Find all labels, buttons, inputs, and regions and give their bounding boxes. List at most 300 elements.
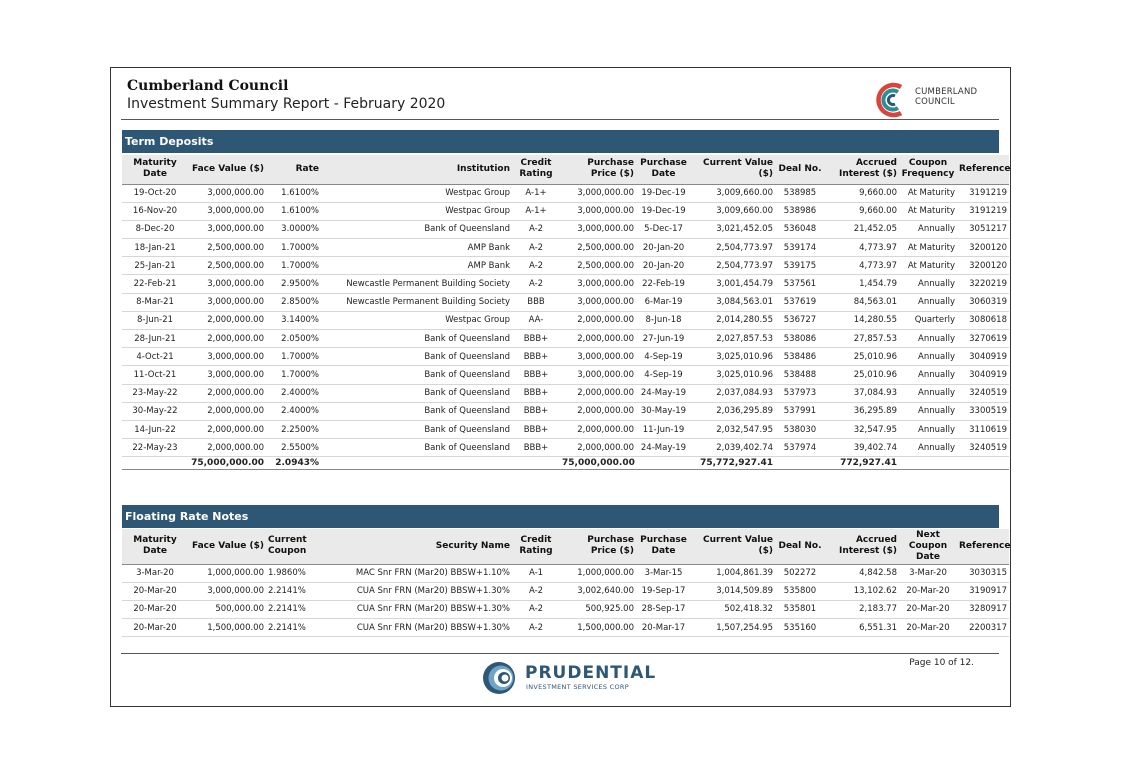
table-cell: 3,025,010.96	[691, 348, 775, 366]
table-cell: Bank of Queensland	[321, 348, 512, 366]
table-cell: Annually	[899, 275, 957, 293]
table-cell: 2,504,773.97	[691, 239, 775, 257]
table-cell: A-1+	[512, 184, 560, 202]
table-cell: 2.4000%	[266, 384, 321, 402]
table-row	[122, 239, 1009, 257]
table-cell: 537974	[775, 439, 825, 457]
table-cell: 3,021,452.05	[691, 220, 775, 238]
table-cell: 84,563.01	[825, 293, 899, 311]
table-cell: A-2	[512, 275, 560, 293]
table-cell: 3051217	[957, 220, 1009, 238]
table-cell: 3060319	[957, 293, 1009, 311]
table-cell: 30-May-22	[122, 402, 188, 420]
table-cell: 2,500,000.00	[560, 257, 636, 275]
table-cell: 2,032,547.95	[691, 420, 775, 438]
table-cell: 2,000,000.00	[560, 420, 636, 438]
table-cell: 3,000,000.00	[560, 293, 636, 311]
table-cell: A-2	[512, 239, 560, 257]
table-cell: 3,000,000.00	[188, 293, 266, 311]
table-cell: 20-Jan-20	[636, 257, 691, 275]
col-header: Purchase Price ($)	[560, 155, 636, 184]
table-cell: 3,000,000.00	[560, 348, 636, 366]
table-row	[122, 184, 1009, 202]
floating-rate-notes-title: Floating Rate Notes	[122, 505, 999, 528]
page-number: Page 10 of 12.	[909, 658, 974, 668]
table-cell: 3240519	[957, 439, 1009, 457]
table-cell: 2.8500%	[266, 293, 321, 311]
table-cell: 3,000,000.00	[188, 220, 266, 238]
table-cell: 538086	[775, 330, 825, 348]
table-cell: 2,500,000.00	[560, 239, 636, 257]
table-cell: Westpac Group	[321, 311, 512, 329]
table-cell: 6-Mar-19	[636, 293, 691, 311]
table-cell: 2,027,857.53	[691, 330, 775, 348]
table-cell: 1,507,254.95	[691, 619, 775, 637]
table-cell: 3,000,000.00	[188, 275, 266, 293]
total-purchase-price: 75,000,000.00	[562, 458, 635, 469]
table-cell: Westpac Group	[321, 184, 512, 202]
table-cell: 3270619	[957, 330, 1009, 348]
table-cell: 3200120	[957, 257, 1009, 275]
table-cell: 20-Mar-20	[899, 600, 957, 618]
table-cell: 2.2141%	[266, 619, 321, 637]
table-cell: A-2	[512, 257, 560, 275]
table-cell: 25-Jan-21	[122, 257, 188, 275]
table-cell: 539175	[775, 257, 825, 275]
table-cell: 3,000,000.00	[188, 366, 266, 384]
col-header: Maturity Date	[122, 529, 188, 564]
total-cell	[636, 457, 691, 470]
table-cell: 1.9860%	[266, 564, 321, 582]
col-header: Face Value ($)	[188, 155, 266, 184]
table-cell: 2,014,280.55	[691, 311, 775, 329]
table-cell: 3280917	[957, 600, 1009, 618]
table-cell: 1.7000%	[266, 257, 321, 275]
table-cell: 538986	[775, 202, 825, 220]
table-cell: Annually	[899, 420, 957, 438]
total-cell	[122, 457, 188, 470]
prudential-brand-sub: INVESTMENT SERVICES CORP	[526, 683, 629, 691]
table-cell: 3,084,563.01	[691, 293, 775, 311]
table-cell: 1,500,000.00	[188, 619, 266, 637]
total-cell	[957, 457, 1009, 470]
table-cell: 3-Mar-15	[636, 564, 691, 582]
table-cell: 3240519	[957, 384, 1009, 402]
table-cell: 2200317	[957, 619, 1009, 637]
table-cell: 538486	[775, 348, 825, 366]
table-cell: 3040919	[957, 366, 1009, 384]
table-cell: 4-Sep-19	[636, 366, 691, 384]
table-cell: 535160	[775, 619, 825, 637]
table-row	[122, 202, 1009, 220]
header-divider	[121, 119, 999, 120]
table-cell: 3-Mar-20	[899, 564, 957, 582]
table-row	[122, 366, 1009, 384]
table-row	[122, 564, 1009, 582]
table-row	[122, 619, 1009, 637]
table-cell: 2.2141%	[266, 600, 321, 618]
col-header: Deal No.	[775, 529, 825, 564]
table-cell: 20-Mar-20	[122, 582, 188, 600]
table-cell: 1.6100%	[266, 202, 321, 220]
table-cell: 538985	[775, 184, 825, 202]
table-cell: Bank of Queensland	[321, 439, 512, 457]
total-accrued-interest: 772,927.41	[825, 457, 899, 470]
col-header: Next Coupon Date	[899, 529, 957, 564]
prudential-emblem-icon	[479, 660, 521, 696]
table-cell: 1,000,000.00	[560, 564, 636, 582]
table-cell: Bank of Queensland	[321, 366, 512, 384]
table-cell: 20-Mar-20	[899, 619, 957, 637]
table-cell: 537973	[775, 384, 825, 402]
table-cell: 14-Jun-22	[122, 420, 188, 438]
table-cell: 2,000,000.00	[188, 420, 266, 438]
table-cell: Annually	[899, 330, 957, 348]
table-cell: 3,025,010.96	[691, 366, 775, 384]
table-cell: 3,000,000.00	[560, 220, 636, 238]
table-row	[122, 420, 1009, 438]
table-cell: 3,002,640.00	[560, 582, 636, 600]
table-cell: A-2	[512, 600, 560, 618]
table-cell: A-2	[512, 220, 560, 238]
table-cell: AA-	[512, 311, 560, 329]
table-cell: 2.9500%	[266, 275, 321, 293]
table-cell: 3,000,000.00	[560, 366, 636, 384]
table-cell: 16-Nov-20	[122, 202, 188, 220]
table-cell: 2,000,000.00	[560, 439, 636, 457]
table-cell: 20-Jan-20	[636, 239, 691, 257]
table-cell: BBB	[512, 293, 560, 311]
table-cell: 4,842.58	[825, 564, 899, 582]
table-cell: 2,000,000.00	[560, 384, 636, 402]
table-cell: A-1+	[512, 202, 560, 220]
council-logo-line2: COUNCIL	[915, 96, 955, 107]
table-cell: 3030315	[957, 564, 1009, 582]
table-cell: 13,102.62	[825, 582, 899, 600]
col-header: Credit Rating	[512, 155, 560, 184]
table-cell: 19-Dec-19	[636, 184, 691, 202]
table-cell: 502,418.32	[691, 600, 775, 618]
table-cell: CUA Snr FRN (Mar20) BBSW+1.30%	[321, 619, 512, 637]
table-cell: 8-Jun-21	[122, 311, 188, 329]
table-cell: 536727	[775, 311, 825, 329]
table-cell: 3220219	[957, 275, 1009, 293]
col-header: Accrued Interest ($)	[825, 155, 899, 184]
table-cell: 3,000,000.00	[188, 184, 266, 202]
table-cell: 1.7000%	[266, 366, 321, 384]
table-cell: 22-Feb-19	[636, 275, 691, 293]
table-cell: 537991	[775, 402, 825, 420]
table-cell: 27-Jun-19	[636, 330, 691, 348]
table-cell: 3,000,000.00	[560, 184, 636, 202]
table-cell: 3,000,000.00	[188, 348, 266, 366]
table-cell: Annually	[899, 220, 957, 238]
table-cell: 19-Oct-20	[122, 184, 188, 202]
table-cell: 32,547.95	[825, 420, 899, 438]
table-cell: 14,280.55	[825, 311, 899, 329]
table-cell: A-2	[512, 582, 560, 600]
col-header: Current Value ($)	[691, 155, 775, 184]
table-cell: 502272	[775, 564, 825, 582]
table-cell: 2,000,000.00	[560, 330, 636, 348]
total-cell	[512, 457, 560, 470]
table-cell: At Maturity	[899, 184, 957, 202]
table-cell: 5-Dec-17	[636, 220, 691, 238]
col-header: Reference	[957, 529, 1009, 564]
table-cell: Newcastle Permanent Building Society	[321, 293, 512, 311]
table-cell: Westpac Group	[321, 202, 512, 220]
table-cell: 20-Mar-20	[122, 619, 188, 637]
table-cell: Bank of Queensland	[321, 330, 512, 348]
table-cell: 537619	[775, 293, 825, 311]
table-cell: 3191219	[957, 184, 1009, 202]
table-row	[122, 384, 1009, 402]
table-cell: 25,010.96	[825, 366, 899, 384]
table-cell: 36,295.89	[825, 402, 899, 420]
table-cell: Bank of Queensland	[321, 220, 512, 238]
table-cell: 1.7000%	[266, 348, 321, 366]
table-cell: BBB+	[512, 366, 560, 384]
table-cell: 1,004,861.39	[691, 564, 775, 582]
table-cell: 1,500,000.00	[560, 619, 636, 637]
table-cell: 2.4000%	[266, 402, 321, 420]
table-cell: 4-Oct-21	[122, 348, 188, 366]
table-cell: Annually	[899, 293, 957, 311]
council-logo-line1: CUMBERLAND	[915, 87, 978, 97]
col-header: Purchase Date	[636, 155, 691, 184]
col-header: Security Name	[321, 529, 512, 564]
table-cell: Annually	[899, 348, 957, 366]
term-deposits-total-row	[122, 457, 1009, 470]
table-cell: 2,000,000.00	[188, 311, 266, 329]
council-emblem-icon	[871, 78, 911, 122]
table-cell: BBB+	[512, 330, 560, 348]
table-cell: BBB+	[512, 348, 560, 366]
table-cell: 11-Oct-21	[122, 366, 188, 384]
floating-rate-notes-body	[122, 564, 1009, 637]
table-row	[122, 582, 1009, 600]
table-cell: 24-May-19	[636, 384, 691, 402]
table-cell: 3080618	[957, 311, 1009, 329]
table-cell: 24-May-19	[636, 439, 691, 457]
table-cell: 500,925.00	[560, 600, 636, 618]
table-cell: 3,000,000.00	[188, 582, 266, 600]
table-cell: 2,000,000.00	[188, 402, 266, 420]
table-cell: 2,183.77	[825, 600, 899, 618]
table-cell: 8-Jun-18	[636, 311, 691, 329]
col-header: Current Value ($)	[691, 529, 775, 564]
col-header: Rate	[266, 155, 321, 184]
table-row	[122, 402, 1009, 420]
table-cell: 20-Mar-20	[122, 600, 188, 618]
prudential-brand-name: PRUDENTIAL	[525, 663, 657, 683]
table-cell: AMP Bank	[321, 257, 512, 275]
table-cell: CUA Snr FRN (Mar20) BBSW+1.30%	[321, 582, 512, 600]
table-cell: 3.0000%	[266, 220, 321, 238]
table-row	[122, 220, 1009, 238]
prudential-logo	[479, 660, 657, 696]
table-cell: 39,402.74	[825, 439, 899, 457]
table-cell: 1.7000%	[266, 239, 321, 257]
col-header: Purchase Price ($)	[560, 529, 636, 564]
table-cell: Annually	[899, 402, 957, 420]
footer-divider	[121, 653, 999, 654]
total-current-value: 75,772,927.41	[691, 457, 775, 470]
table-row	[122, 330, 1009, 348]
table-cell: 3,000,000.00	[188, 202, 266, 220]
table-cell: 2,000,000.00	[560, 402, 636, 420]
total-cell	[321, 457, 512, 470]
table-cell: 11-Jun-19	[636, 420, 691, 438]
table-cell: 1,000,000.00	[188, 564, 266, 582]
col-header: Deal No.	[775, 155, 825, 184]
table-cell: At Maturity	[899, 239, 957, 257]
table-cell: 20-Mar-17	[636, 619, 691, 637]
table-cell: A-1	[512, 564, 560, 582]
floating-rate-notes-header-row	[122, 529, 1009, 564]
table-cell: 3110619	[957, 420, 1009, 438]
term-deposits-title: Term Deposits	[122, 130, 999, 153]
table-cell: 9,660.00	[825, 202, 899, 220]
report-title: Investment Summary Report - February 2020	[127, 96, 446, 112]
table-cell: 8-Mar-21	[122, 293, 188, 311]
table-cell: 18-Jan-21	[122, 239, 188, 257]
table-cell: 1.6100%	[266, 184, 321, 202]
table-cell: 3190917	[957, 582, 1009, 600]
table-row	[122, 439, 1009, 457]
table-row	[122, 600, 1009, 618]
table-cell: 2,500,000.00	[188, 239, 266, 257]
table-cell: BBB+	[512, 439, 560, 457]
table-cell: BBB+	[512, 402, 560, 420]
table-cell: 3.1400%	[266, 311, 321, 329]
table-cell: 3200120	[957, 239, 1009, 257]
table-cell: 2,500,000.00	[188, 257, 266, 275]
table-row	[122, 275, 1009, 293]
table-cell: 19-Sep-17	[636, 582, 691, 600]
table-cell: 6,551.31	[825, 619, 899, 637]
table-cell: 3,009,660.00	[691, 202, 775, 220]
table-cell: 3,009,660.00	[691, 184, 775, 202]
table-cell: 23-May-22	[122, 384, 188, 402]
table-cell: 20-Mar-20	[899, 582, 957, 600]
table-cell: 2,504,773.97	[691, 257, 775, 275]
table-cell: 2,039,402.74	[691, 439, 775, 457]
term-deposits-table	[122, 155, 1009, 470]
table-cell: 535800	[775, 582, 825, 600]
table-cell: Newcastle Permanent Building Society	[321, 275, 512, 293]
col-header: Reference	[957, 155, 1009, 184]
table-cell: 3-Mar-20	[122, 564, 188, 582]
table-cell: 28-Jun-21	[122, 330, 188, 348]
col-header: Institution	[321, 155, 512, 184]
table-cell: 3040919	[957, 348, 1009, 366]
table-cell: 3191219	[957, 202, 1009, 220]
table-cell: 2.5500%	[266, 439, 321, 457]
total-cell	[775, 457, 825, 470]
table-cell: CUA Snr FRN (Mar20) BBSW+1.30%	[321, 600, 512, 618]
table-cell: 22-May-23	[122, 439, 188, 457]
table-cell: Bank of Queensland	[321, 420, 512, 438]
col-header: Maturity Date	[122, 155, 188, 184]
table-cell: Quarterly	[899, 311, 957, 329]
table-cell: 2,000,000.00	[560, 311, 636, 329]
table-cell: 3,014,509.89	[691, 582, 775, 600]
table-cell: 4,773.97	[825, 257, 899, 275]
table-cell: 3,000,000.00	[560, 275, 636, 293]
table-cell: A-2	[512, 619, 560, 637]
report-page	[110, 67, 1011, 707]
table-cell: 2.0500%	[266, 330, 321, 348]
table-row	[122, 293, 1009, 311]
col-header: Purchase Date	[636, 529, 691, 564]
council-logo-text	[915, 88, 977, 107]
table-row	[122, 311, 1009, 329]
table-cell: Bank of Queensland	[321, 384, 512, 402]
table-cell: 37,084.93	[825, 384, 899, 402]
table-cell: 8-Dec-20	[122, 220, 188, 238]
col-header: Accrued Interest ($)	[825, 529, 899, 564]
table-cell: 3,000,000.00	[560, 202, 636, 220]
table-cell: 539174	[775, 239, 825, 257]
table-cell: 500,000.00	[188, 600, 266, 618]
table-cell: At Maturity	[899, 257, 957, 275]
table-cell: 535801	[775, 600, 825, 618]
table-cell: 25,010.96	[825, 348, 899, 366]
term-deposits-body	[122, 184, 1009, 457]
table-cell: Bank of Queensland	[321, 402, 512, 420]
total-cell	[899, 457, 957, 470]
table-cell: 30-May-19	[636, 402, 691, 420]
table-cell: At Maturity	[899, 202, 957, 220]
table-cell: 537561	[775, 275, 825, 293]
table-cell: 9,660.00	[825, 184, 899, 202]
table-cell: 1,454.79	[825, 275, 899, 293]
total-face-value: 75,000,000.00	[188, 457, 266, 470]
table-cell: 2.2500%	[266, 420, 321, 438]
table-cell: Annually	[899, 366, 957, 384]
table-cell: 19-Dec-19	[636, 202, 691, 220]
table-cell: 3,001,454.79	[691, 275, 775, 293]
org-name: Cumberland Council	[127, 78, 289, 94]
cumberland-council-logo	[871, 78, 999, 122]
table-cell: 4,773.97	[825, 239, 899, 257]
table-cell: 538488	[775, 366, 825, 384]
term-deposits-header-row	[122, 155, 1009, 184]
table-cell: BBB+	[512, 420, 560, 438]
table-cell: 28-Sep-17	[636, 600, 691, 618]
col-header: Face Value ($)	[188, 529, 266, 564]
table-cell: 538030	[775, 420, 825, 438]
table-cell: 2.2141%	[266, 582, 321, 600]
table-cell: 22-Feb-21	[122, 275, 188, 293]
table-cell: Annually	[899, 439, 957, 457]
table-cell: Annually	[899, 384, 957, 402]
report-header	[127, 78, 999, 128]
table-cell: 2,036,295.89	[691, 402, 775, 420]
table-cell: 4-Sep-19	[636, 348, 691, 366]
table-row	[122, 348, 1009, 366]
table-cell: 3300519	[957, 402, 1009, 420]
table-cell: 2,000,000.00	[188, 439, 266, 457]
table-cell: 2,037,084.93	[691, 384, 775, 402]
col-header: Credit Rating	[512, 529, 560, 564]
table-cell: 536048	[775, 220, 825, 238]
table-cell: 27,857.53	[825, 330, 899, 348]
table-cell: 2,000,000.00	[188, 384, 266, 402]
total-rate: 2.0943%	[266, 457, 321, 470]
table-cell: MAC Snr FRN (Mar20) BBSW+1.10%	[321, 564, 512, 582]
